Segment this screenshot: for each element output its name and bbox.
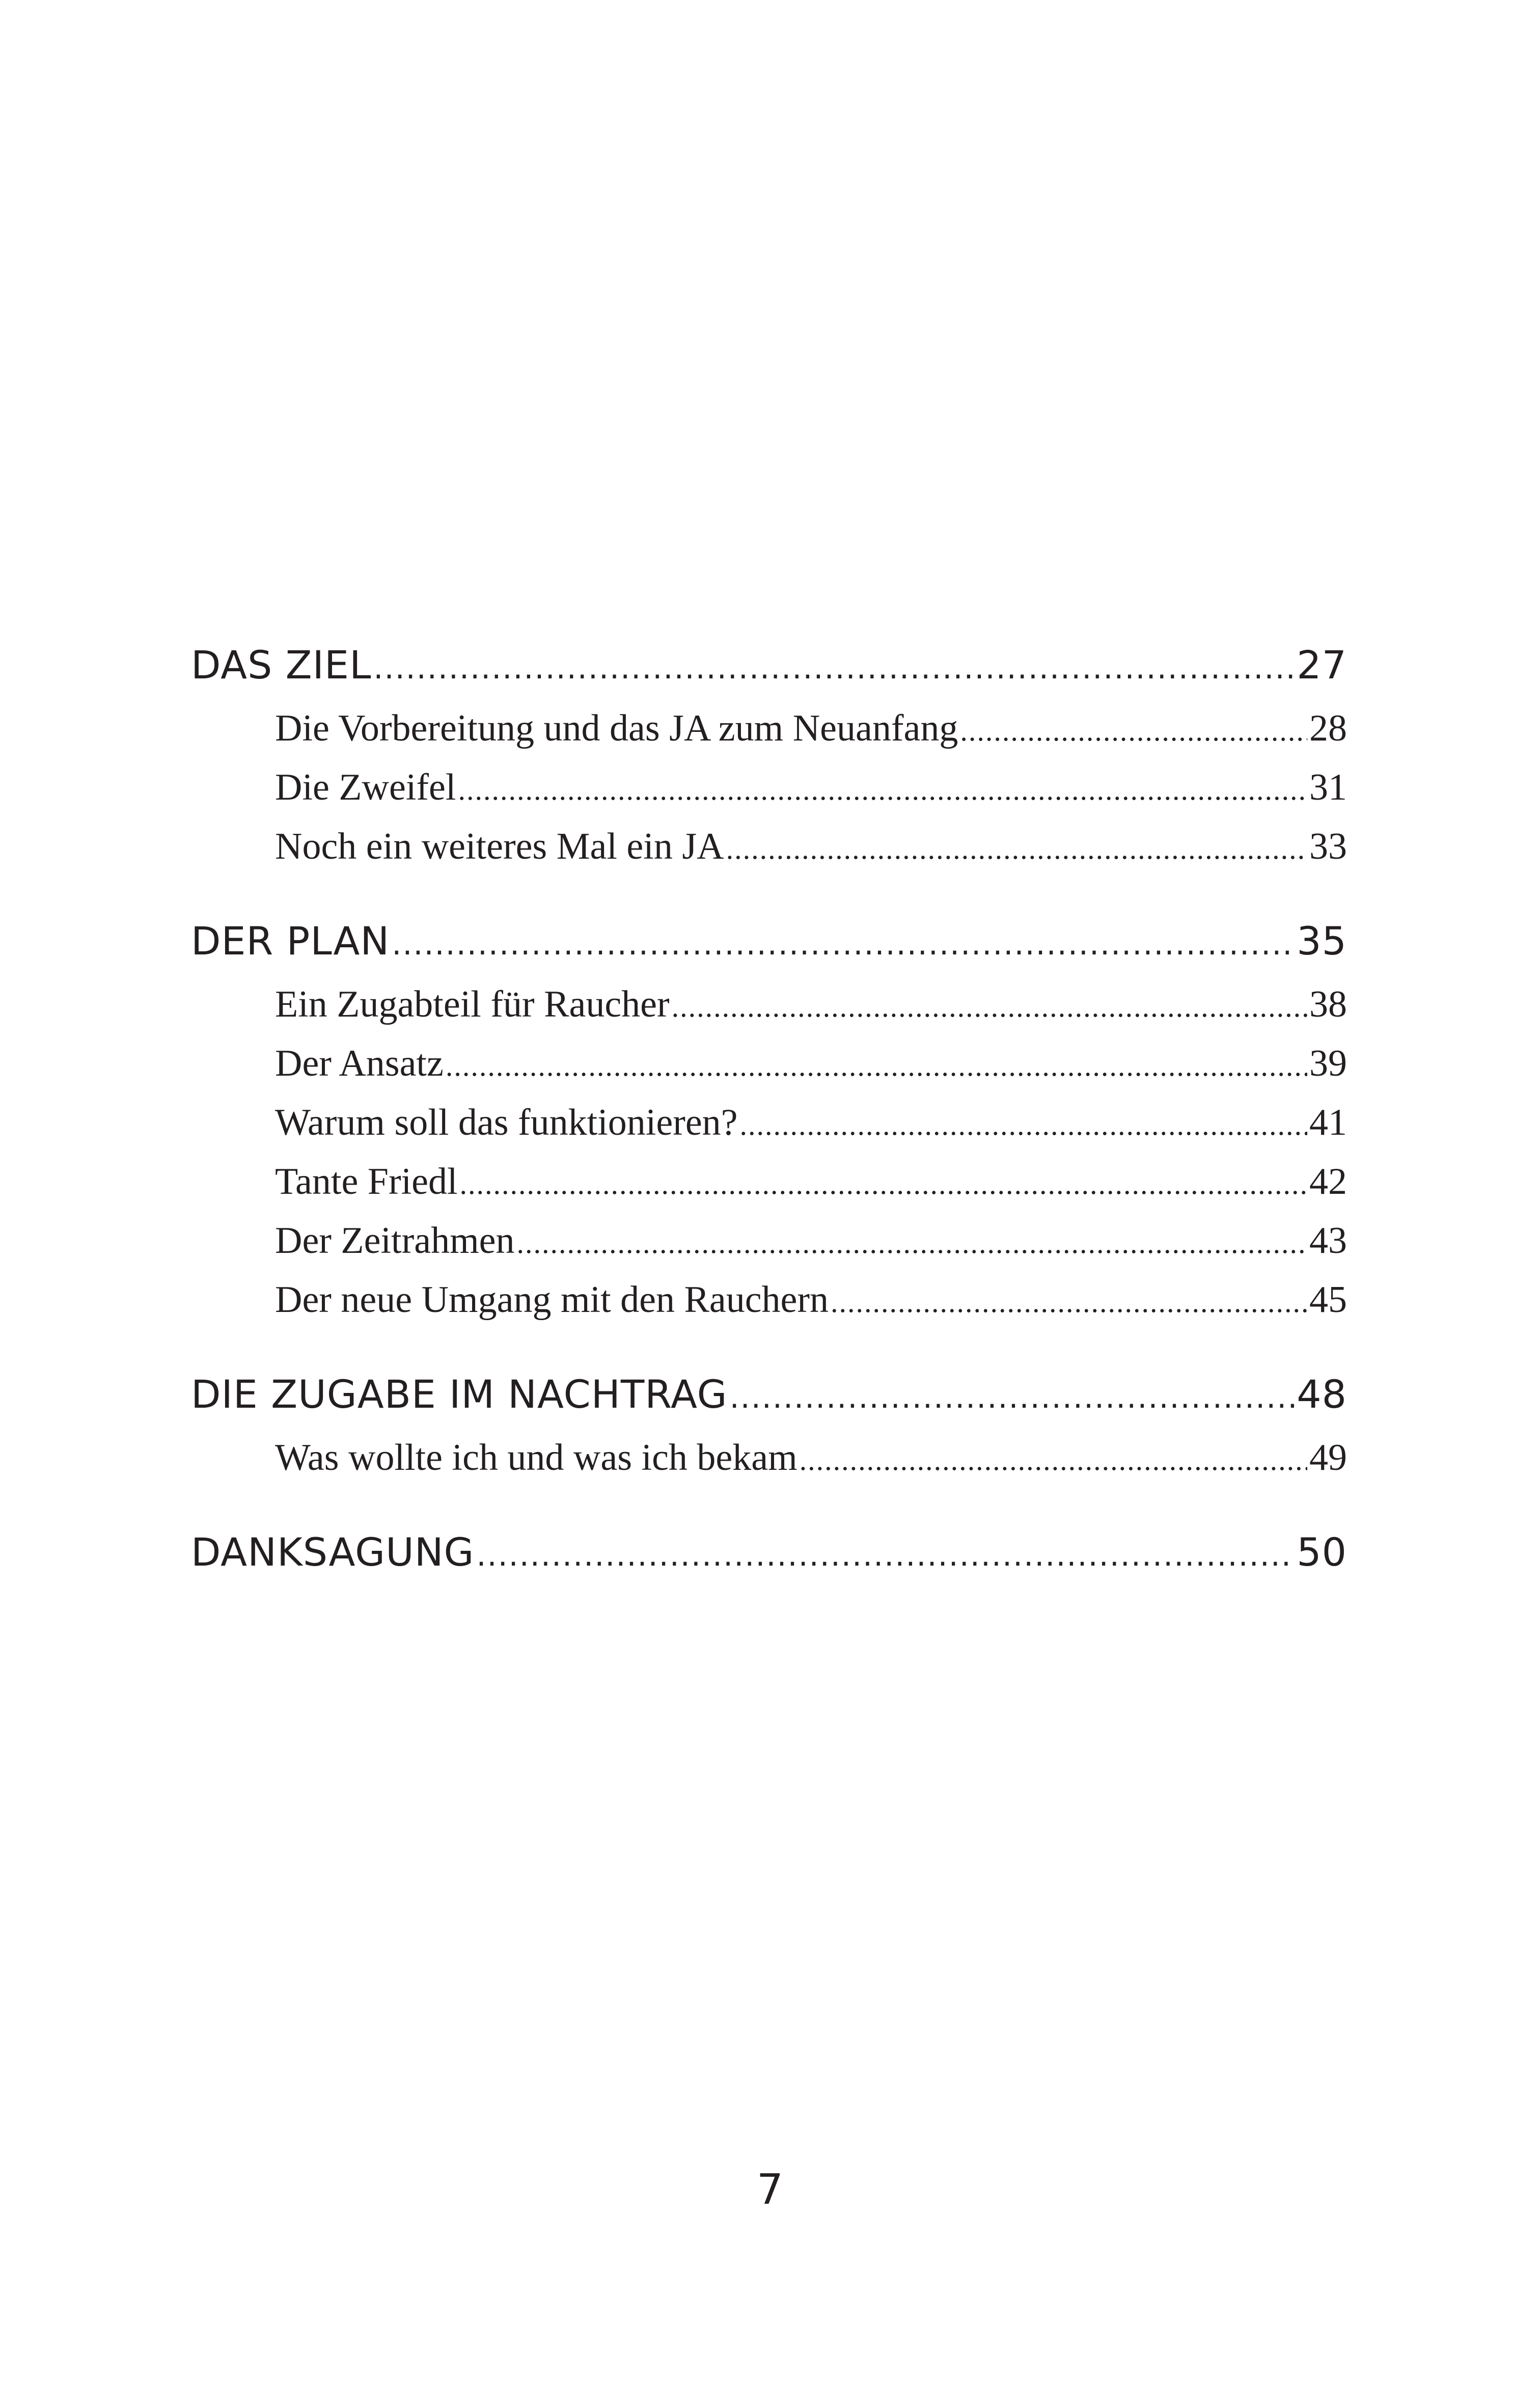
subentry-title: Der Zeitrahmen (275, 1220, 515, 1262)
toc-section-das-ziel (191, 632, 1347, 876)
toc-subentry[interactable] (191, 1034, 1347, 1093)
toc-subentry[interactable] (191, 1152, 1347, 1211)
dot-leader (446, 1036, 1307, 1096)
chapter-page-number: 50 (1297, 1529, 1347, 1575)
dot-leader (740, 1096, 1307, 1155)
chapter-page-number: 27 (1297, 642, 1347, 688)
page-number: 7 (756, 2166, 784, 2214)
dot-leader (517, 1214, 1308, 1273)
subentry-title: Die Vorbereitung und das JA zum Neuanfang (275, 707, 958, 749)
dot-leader (458, 760, 1307, 819)
table-of-contents (191, 632, 1347, 1586)
subentry-page-number: 38 (1309, 983, 1347, 1025)
toc-subentry[interactable] (191, 758, 1347, 817)
subentry-title: Was wollte ich und was ich bekam (275, 1437, 798, 1479)
toc-chapter-entry[interactable] (191, 1519, 1347, 1586)
dot-leader (726, 819, 1307, 879)
chapter-page-number: 48 (1297, 1372, 1347, 1417)
chapter-title: DER PLAN (191, 918, 390, 964)
dot-leader (392, 911, 1295, 978)
dot-leader (960, 701, 1307, 760)
subentry-page-number: 42 (1309, 1161, 1347, 1202)
subentry-page-number: 49 (1309, 1437, 1347, 1479)
chapter-title: DAS ZIEL (191, 642, 372, 688)
toc-chapter-entry[interactable] (191, 632, 1347, 699)
subentry-title: Der Ansatz (275, 1043, 444, 1084)
toc-chapter-entry[interactable] (191, 908, 1347, 975)
dot-leader (476, 1522, 1295, 1589)
subentry-page-number: 31 (1309, 766, 1347, 808)
subentry-title: Ein Zugabteil für Raucher (275, 983, 670, 1025)
subentry-page-number: 39 (1309, 1043, 1347, 1084)
toc-section-danksagung (191, 1519, 1347, 1586)
chapter-page-number: 35 (1297, 918, 1347, 964)
toc-subentry[interactable] (191, 975, 1347, 1034)
subentry-page-number: 33 (1309, 826, 1347, 867)
toc-subentry[interactable] (191, 1093, 1347, 1152)
toc-subentry[interactable] (191, 817, 1347, 876)
subentry-page-number: 43 (1309, 1220, 1347, 1262)
toc-section-die-zugabe (191, 1361, 1347, 1487)
toc-subentry[interactable] (191, 1428, 1347, 1487)
subentry-title: Der neue Umgang mit den Rauchern (275, 1279, 829, 1321)
subentry-title: Die Zweifel (275, 766, 456, 808)
toc-subentry[interactable] (191, 699, 1347, 758)
chapter-title: DANKSAGUNG (191, 1529, 475, 1575)
subentry-title: Warum soll das funktionieren? (275, 1102, 738, 1143)
dot-leader (460, 1155, 1307, 1214)
chapter-title: DIE ZUGABE IM NACHTRAG (191, 1372, 728, 1417)
dot-leader (672, 977, 1307, 1036)
subentry-title: Tante Friedl (275, 1161, 458, 1202)
toc-section-der-plan (191, 908, 1347, 1329)
subentry-title: Noch ein weiteres Mal ein JA (275, 826, 724, 867)
subentry-page-number: 45 (1309, 1279, 1347, 1321)
dot-leader (730, 1364, 1295, 1431)
subentry-page-number: 41 (1309, 1102, 1347, 1143)
toc-chapter-entry[interactable] (191, 1361, 1347, 1428)
dot-leader (373, 635, 1295, 702)
subentry-page-number: 28 (1309, 707, 1347, 749)
dot-leader (831, 1273, 1307, 1332)
toc-subentry[interactable] (191, 1270, 1347, 1329)
toc-subentry[interactable] (191, 1211, 1347, 1270)
dot-leader (800, 1431, 1307, 1490)
